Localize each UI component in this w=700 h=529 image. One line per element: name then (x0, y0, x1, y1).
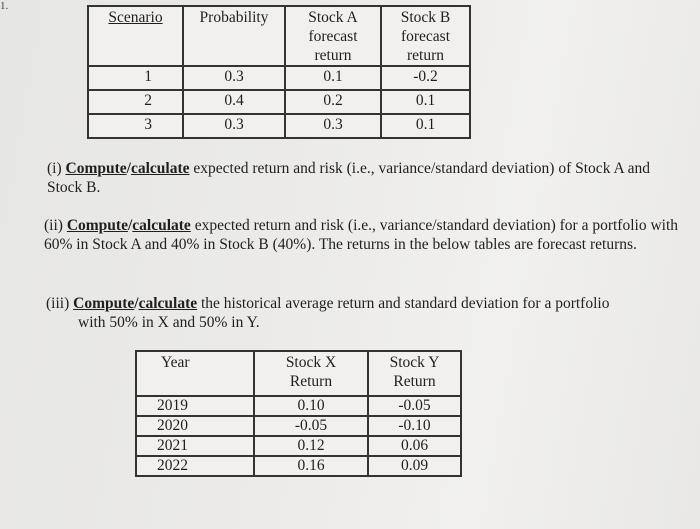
cell-stock-a-return: 0.1 (285, 66, 381, 90)
cell-stock-b-return: 0.1 (381, 90, 470, 114)
cell-year: 2019 (136, 396, 254, 416)
scenario-forecast-table (87, 5, 471, 139)
header-stock-x-return: Stock X Return (254, 351, 368, 396)
cell-stock-x-return: 0.12 (254, 436, 368, 456)
page-number-mark: 1. (0, 0, 9, 12)
table-row (88, 114, 470, 138)
header-probability: Probability (183, 6, 285, 66)
table-row (136, 456, 461, 476)
cell-stock-b-return: 0.1 (381, 114, 470, 138)
header-stock-y-return: Stock Y Return (368, 351, 461, 396)
cell-probability: 0.4 (183, 90, 285, 114)
cell-stock-a-return: 0.3 (285, 114, 381, 138)
cell-stock-y-return: -0.10 (368, 416, 461, 436)
table-row (136, 436, 461, 456)
cell-scenario: 1 (88, 66, 183, 90)
header-year: Year (136, 351, 254, 396)
cell-scenario: 3 (88, 114, 183, 138)
cell-probability: 0.3 (183, 66, 285, 90)
cell-year: 2020 (136, 416, 254, 436)
cell-stock-b-return: -0.2 (381, 66, 470, 90)
question-iii: (iii) Compute/calculate the historical average return and standard deviation for a portfolio with 50% in X and 50% in Y. (46, 295, 610, 331)
cell-year: 2021 (136, 436, 254, 456)
question-i: (i) Compute/calculate expected return and risk (i.e., variance/standard deviation) of Stock A and Stock B. (47, 160, 651, 196)
cell-stock-a-return: 0.2 (285, 90, 381, 114)
cell-year: 2022 (136, 456, 254, 476)
cell-stock-x-return: 0.10 (254, 396, 368, 416)
header-stock-b-forecast-return: Stock B forecast return (381, 6, 470, 66)
cell-stock-y-return: -0.05 (368, 396, 461, 416)
header-scenario: Scenario (88, 6, 183, 66)
cell-stock-x-return: 0.16 (254, 456, 368, 476)
cell-probability: 0.3 (183, 114, 285, 138)
cell-scenario: 2 (88, 90, 183, 114)
table-header-row (88, 6, 470, 66)
table-row (88, 90, 470, 114)
cell-stock-y-return: 0.06 (368, 436, 461, 456)
table-row (88, 66, 470, 90)
table-row (136, 396, 461, 416)
cell-stock-x-return: -0.05 (254, 416, 368, 436)
question-ii: (ii) Compute/calculate expected return and risk (i.e., variance/standard deviation) for a portfolio with 60% in Stock A and 40% in Stock B (40%). The returns in the below tables are forecast returns. (44, 217, 679, 253)
table-row (136, 416, 461, 436)
header-stock-a-forecast-return: Stock A forecast return (285, 6, 381, 66)
table-header-row (136, 351, 461, 396)
historical-returns-table (135, 350, 462, 477)
cell-stock-y-return: 0.09 (368, 456, 461, 476)
